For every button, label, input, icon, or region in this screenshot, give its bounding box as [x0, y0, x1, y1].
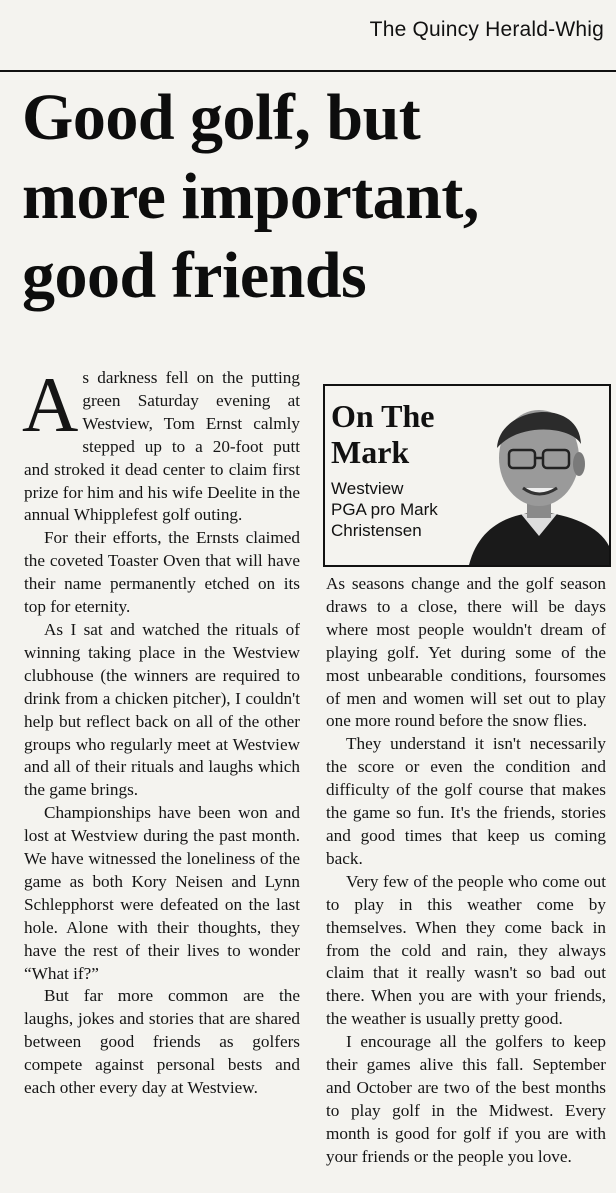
paragraph-9: I encourage all the golfers to keep their games alive this fall. September and October are two of the best months to play golf in the Midwest. Every month is good for golf if you are with your friends or the people you love.	[326, 1032, 606, 1166]
paragraph-4: Championships have been won and lost at Westview during the past month. We have witnessed the loneliness of the game as both Kory Neisen and Lynn Schlepphorst were defeated on the last hole. Alone with their thoughts, they have the rest of their lives to wonder “What if?”	[24, 803, 300, 983]
newspaper-name: The Quincy Herald-Whig	[369, 18, 604, 41]
paragraph-5: But far more common are the laughs, jokes and stories that are shared between good friends as golfers compete against personal bests and each other every day at Westview.	[24, 986, 300, 1098]
paragraph-1	[22, 361, 300, 527]
drop-cap: A	[22, 361, 79, 448]
article-column-left	[22, 361, 300, 1100]
column-title-line-2: Mark	[331, 434, 410, 470]
byline-line-1: Westview	[331, 479, 404, 498]
headline-line-3: good friends	[22, 239, 367, 312]
byline-line-3: Christensen	[331, 521, 422, 540]
author-photo	[459, 386, 609, 565]
headline	[22, 78, 614, 315]
column-sig-box	[323, 384, 611, 567]
paragraph-6: As seasons change and the golf season draws to a close, there will be days where most people wouldn't dream of playing golf. Yet during some of the most unbearable conditions, foursomes of men and women will set out to play one more round before the snow flies.	[326, 574, 606, 731]
headline-line-1: Good golf, but	[22, 81, 421, 154]
article-column-right	[326, 573, 606, 1169]
paragraph-2: For their efforts, the Ernsts claimed the coveted Toaster Oven that will have their name permanently etched on its top for eternity.	[24, 528, 300, 617]
masthead	[0, 0, 616, 46]
column-byline	[331, 478, 461, 541]
byline-line-2: PGA pro Mark	[331, 500, 438, 519]
column-title-line-1: On The	[331, 398, 435, 434]
paragraph-7: They understand it isn't necessarily the score or even the condition and difficulty of the golf course that makes the game so fun. It's the friends, stories and good times that keep us coming back.	[326, 734, 606, 868]
masthead-rule	[0, 70, 616, 72]
headline-line-2: more important,	[22, 160, 479, 233]
paragraph-1-text: s darkness fell on the putting green Saturday evening at Westview, Tom Ernst calmly stepped up to a 20-foot putt and stroked it dead center to claim first prize for him and his wife Deelite in the annual Whipplefest golf outing.	[24, 368, 300, 525]
paragraph-8: Very few of the people who come out to play in this weather come by themselves. When they come back in from the cold and rain, they always claim that it really wasn't so bad out there. When you are with your friends, the weather is usually pretty good.	[326, 871, 606, 1029]
paragraph-3: As I sat and watched the rituals of winning taking place in the Westview clubhouse (the winners are required to drink from a chicken pitcher), I couldn't help but reflect back on all of the other groups who regularly meet at Westview and all of their rituals and laughs which the game brings.	[24, 619, 300, 800]
column-title	[331, 398, 434, 470]
